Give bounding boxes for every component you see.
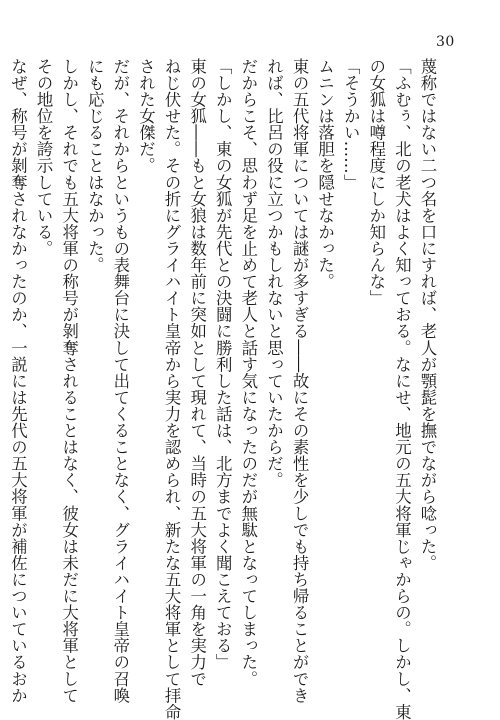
text-line-7: れば、比呂の役に立つかもしれないと思っていたからだ。: [264, 58, 284, 489]
text-line-14: にも応じることはなかった。: [85, 58, 105, 274]
text-line-3: の女狐は噂程度にしか知らんな」: [366, 58, 386, 307]
text-line-6: 東の五代将軍については謎が多すぎる――故にその素性を少しでも持ち帰ることができ: [290, 58, 310, 704]
text-line-5: ムニンは落胆を隠せなかった。: [315, 58, 335, 290]
text-line-17: なぜ、称号が剝奪されなかったのか、一説には先代の五大将軍が補佐についているおか: [8, 58, 28, 704]
body-text: [5, 58, 440, 720]
page-number: 30: [436, 34, 455, 50]
text-line-13: だが、それからというもの表舞台に決して出てくることなく、グライハイト皇帝の召喚: [110, 58, 130, 704]
text-line-4: 「そうかい……」: [341, 58, 361, 191]
text-line-16: その地位を誇示している。: [34, 58, 54, 257]
text-line-10: 東の女狐――もと女狼は数年前に突如として現れて、当時の五大将軍の一角を実力で: [187, 58, 207, 687]
text-line-8: だからこそ、思わず足を止めて老人と話す気になったのだが無駄となってしまった。: [238, 58, 258, 687]
text-line-11: ねじ伏せた。その折にグライハイト皇帝から実力を認められ、新たな五大将軍として拝命: [162, 58, 182, 720]
text-line-9: 「しかし、東の女狐が先代との決闘に勝利した話は、北方までよく聞こえておる」: [213, 58, 233, 671]
text-line-1: 蔑称ではない二つ名を口にすれば、老人が顎髭を撫でながら唸った。: [418, 58, 437, 572]
text-line-12: された女傑だ。: [136, 58, 156, 174]
text-line-15: しかし、それでも五大将軍の称号が剝奪されることはなく、彼女は未だに大将軍として: [59, 58, 79, 704]
text-line-2: 「ふむぅ、北の老犬はよく知っておる。なにせ、地元の五大将軍じゃからの。しかし、東: [392, 58, 412, 720]
